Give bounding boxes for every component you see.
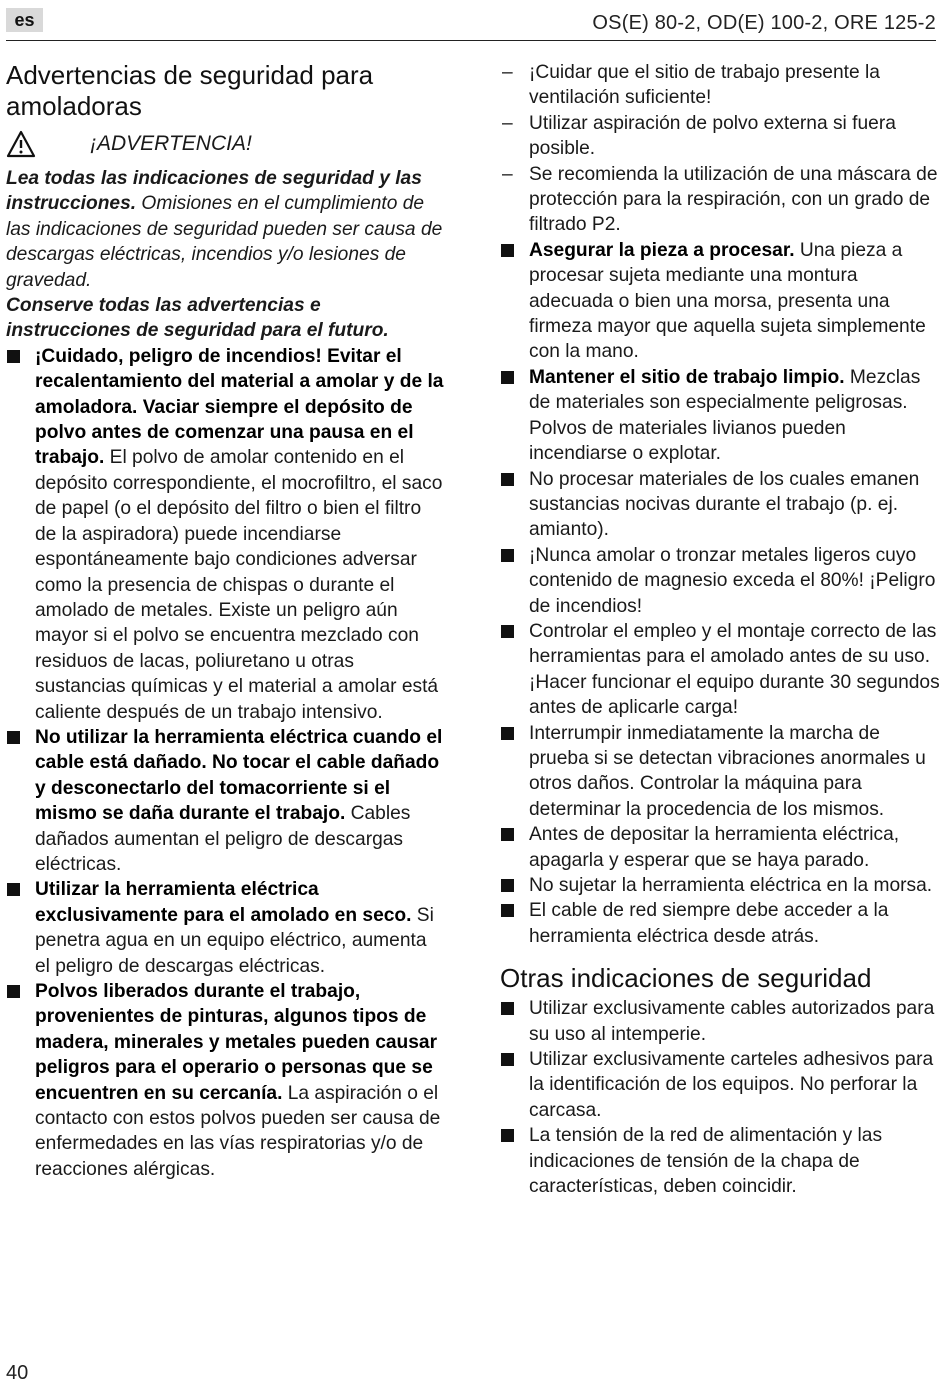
list-item: ¡Nunca amolar o tronzar metales ligeros cuyo contenido de magnesio exceda el 80%! ¡Peligro de incendios! [500,543,940,619]
bullet-square-icon [7,883,20,896]
list-item: No procesar materiales de los cuales emanen sustancias nocivas durante el trabajo (p. ej. amianto). [500,467,940,543]
bullet-square-icon [7,350,20,363]
right-column [500,60,940,1199]
warning-heading [6,130,446,158]
bullet-square-icon [501,1002,514,1015]
section-title: Advertencias de seguridad para amoladoras [6,60,374,121]
list-item: Mantener el sitio de trabajo limpio. Mezclas de materiales son especialmente peligrosas. Polvos de materiales livianos pueden incendiarse o explotar. [500,365,940,467]
language-badge: es [6,8,43,32]
bullet-square-icon [501,473,514,486]
left-column [6,60,446,1182]
section-title-other: Otras indicaciones de seguridad [500,963,872,994]
list-item: No utilizar la herramienta eléctrica cuando el cable está dañado. No tocar el cable dañado y desconectarlo del tomacorriente si el mismo se daña durante el trabajo. Cables dañados aumentan el peligro de descargas eléctricas. [6,725,446,877]
bullet-square-icon [7,731,20,744]
list-item: Utilizar exclusivamente carteles adhesivos para la identificación de los equipos. No perforar la carcasa. [500,1047,940,1123]
list-item: Utilizar la herramienta eléctrica exclusivamente para el amolado en seco. Si penetra agua en un equipo eléctrico, aumenta el peligro de descargas eléctricas. [6,877,446,979]
list-item: La tensión de la red de alimentación y las indicaciones de tensión de la chapa de características, deben coincidir. [500,1123,940,1199]
bullet-square-icon [501,879,514,892]
bullet-square-icon [501,371,514,384]
dash-item: – Utilizar aspiración de polvo externa si fuera posible. [502,112,896,160]
list-item: Asegurar la pieza a procesar. Una pieza a procesar sujeta mediante una montura adecuada o bien una morsa, presenta una firmeza mayor que aquella sujeta simplemente con la mano. [500,238,940,365]
list-item: Polvos liberados durante el trabajo, provenientes de pinturas, algunos tipos de madera, minerales y metales pueden causar peligros para el operario o personas que se encuentren en su cercanía. La aspiración o el contacto con estos polvos pueden ser causa de enfermedades en las vías respiratorias y/o de reacciones alérgicas. [6,979,446,1182]
model-header: OS(E) 80-2, OD(E) 100-2, ORE 125-2 [592,12,936,34]
keep-instructions-note: Conserve todas las advertencias e instrucciones de seguridad para el futuro. [6,295,389,342]
dash-item: – ¡Cuidar que el sitio de trabajo presente la ventilación suficiente! [502,62,880,109]
bullet-square-icon [501,244,514,257]
list-item: No sujetar la herramienta eléctrica en la morsa. [500,873,940,898]
header-divider [6,40,936,41]
list-item: Interrumpir inmediatamente la marcha de prueba si se detectan vibraciones anormales u otros daños. Controlar la máquina para determinar la procedencia de los mismos. [500,721,940,823]
bullet-square-icon [501,727,514,740]
warning-label: ¡ADVERTENCIA! [90,132,252,156]
warning-triangle-icon [6,130,36,158]
dash-item: – Se recomienda la utilización de una máscara de protección para la respiración, con un grado de filtrado P2. [502,163,938,236]
bullet-square-icon [7,985,20,998]
page-number: 40 [6,1362,29,1384]
bullet-square-icon [501,1053,514,1066]
intro-paragraph: Lea todas las indicaciones de seguridad y las instrucciones. Omisiones en el cumplimiento de las indicaciones de seguridad pueden ser causa de descargas eléctricas, incendios y/o lesiones de gravedad. [6,168,443,291]
bullet-square-icon [501,549,514,562]
bullet-square-icon [501,828,514,841]
list-item: Controlar el empleo y el montaje correcto de las herramientas para el amolado antes de su uso. ¡Hacer funcionar el equipo durante 30 segundos antes de aplicarle carga! [500,619,940,721]
bullet-square-icon [501,625,514,638]
bullet-square-icon [501,904,514,917]
list-item: Utilizar exclusivamente cables autorizados para su uso al intemperie. [500,996,940,1047]
bullet-square-icon [501,1129,514,1142]
list-item: El cable de red siempre debe acceder a la herramienta eléctrica desde atrás. [500,898,940,949]
list-item: ¡Cuidado, peligro de incendios! Evitar el recalentamiento del material a amolar y de la amoladora. Vaciar siempre el depósito de polvo antes de comenzar una pausa en el trabajo. El polvo de amolar contenido en el depósito correspondiente, el mocrofiltro, el saco de papel (o el depósito del filtro o bien el filtro de la aspiradora) puede incendiarse espontáneamente bajo condiciones adversar como la presencia de chispas o durante el amolado de metales. Existe un peligro aún mayor si el polvo se encuentra mezclado con residuos de lacas, poliuretano u otras sustancias químicas y el material a amolar está caliente después de un trabajo intensivo. [6,344,446,725]
list-item: Antes de depositar la herramienta eléctrica, apagarla y esperar que se haya parado. [500,822,940,873]
